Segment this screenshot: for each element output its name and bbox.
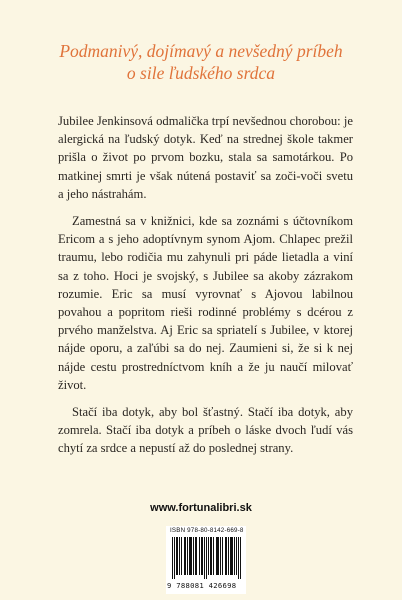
blurb-paragraph-1: Jubilee Jenkinsová odmalička trpí nevšednou chorobou: je alergická na ľudský dotyk. Keď na strednej škole takmer prišla o život po prvom bozku, stala sa samotárkou. Po matkinej smrti je však nútená postaviť sa zoči-voči svetu a jeho nástrahám.	[58, 114, 353, 201]
blurb-paragraph-2: Zamestná sa v knižnici, kde sa zoznámi s účtovníkom Ericom a s jeho adoptívnym synom Ajom. Chlapec prežil traumu, lebo rodičia mu zahynuli pri páde lietadla a viní sa z toho. Hoci je svojský, s Jubilee sa akoby zázrakom rozumie. Eric sa musí vyrovnať s Ajovou labilnou povahou a popritom rieši rodinné problémy s dcérou z prvého manželstva. Aj Eric sa spriatelí s Jubilee, v ktorej nájde oporu, a zaľúbi sa do nej. Zaumieni si, že si k nej nájde cestu prostredníctvom kníh a že ju naučí milovať život.	[58, 214, 353, 392]
publisher-website: www.fortunalibri.sk	[150, 502, 252, 514]
isbn-number: ISBN 978-80-8142-669-8	[170, 527, 244, 534]
tagline-line-2: o sile ľudského srdca	[126, 63, 276, 83]
tagline-heading	[0, 40, 402, 84]
barcode-digits: 9 788081 426698	[167, 581, 237, 590]
tagline-line-1: Podmanivý, dojímavý a nevšedný príbeh	[59, 41, 343, 61]
barcode-label	[166, 526, 246, 594]
blurb-text	[58, 112, 353, 467]
barcode-icon	[172, 537, 242, 579]
blurb-paragraph-3: Stačí iba dotyk, aby bol šťastný. Stačí iba dotyk, aby zomrela. Stačí iba dotyk a príbeh o láske dvoch ľudí vás chytí za srdce a nepustí až do poslednej strany.	[58, 405, 353, 456]
